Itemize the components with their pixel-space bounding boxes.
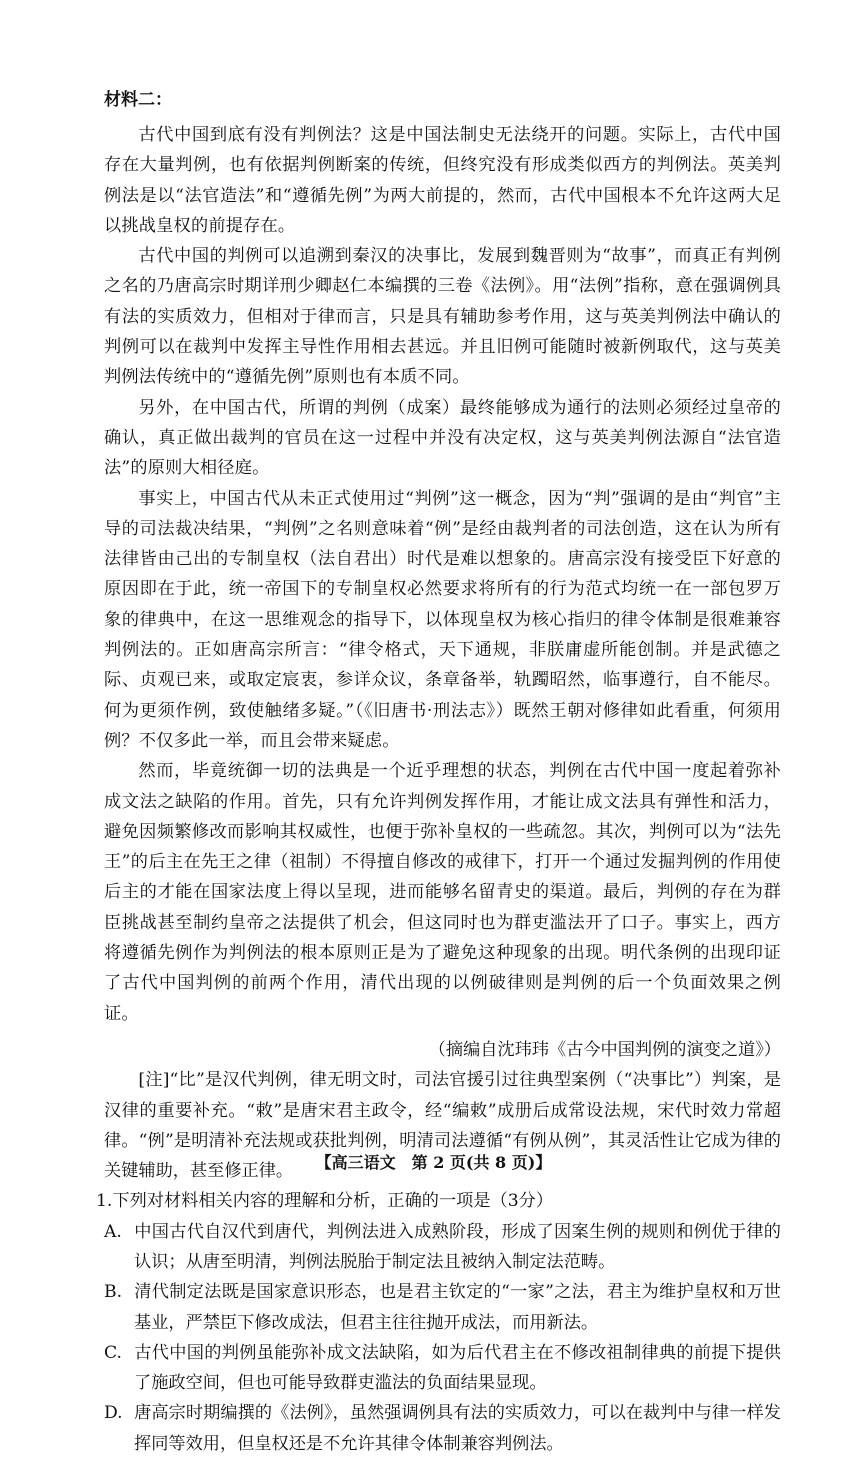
option-letter: A. (104, 1221, 122, 1242)
paragraph-4: 事实上，中国古代从未正式使用过“判例”这一概念，因为“判”强调的是由“判官”主导的司法裁决结果，“判例”之名则意味着“例”是经由裁判者的司法创造，这在认为所有法律皆由己出的专制皇权（法自君出）时代是难以想象的。唐高宗没有接受臣下好意的原因即在于此，统一帝国下的专制皇权必然要求将所有的行为范式均统一在一部包罗万象的律典中，在这一思维观念的指导下，以体现皇权为核心指归的律令体制是很难兼容判例法的。正如唐高宗所言：“律令格式，天下通规，非朕庸虚所能创制。并是武德之际、贞观已来，或取定宸衷，参详众议，条章备举，轨躅昭然，临事遵行，自不能尽。何为更须作例，致使触绪多疑。”（《旧唐书·刑法志》）既然王朝对修律如此看重，何须用例？不仅多此一举，而且会带来疑虑。 (104, 488, 781, 751)
paragraph-5: 然而，毕竟统御一切的法典是一个近乎理想的状态，判例在古代中国一度起着弥补成文法之缺陷的作用。首先，只有允许判例发挥作用，才能让成文法具有弹性和活力，避免因频繁修改而影响其权威性，也便于弥补皇权的一些疏忽。其次，判例可以为“法先王”的后主在先王之律（祖制）不得擅自修改的戒律下，打开一个通过发掘判例的作用使后主的才能在国家法度上得以呈现，进而能够名留青史的渠道。最后，判例的存在为群臣挑战甚至制约皇帝之法提供了机会，但这同时也为群吏滥法开了口子。事实上，西方将遵循先例作为判例法的根本原则正是为了避免这种现象的出现。明代条例的出现印证了古代中国判例的前两个作用，清代出现的以例破律则是判例的后一个负面效果之例证。 (104, 761, 781, 1024)
option-text: 唐高宗时期编撰的《法例》，虽然强调例具有法的实质效力，可以在裁判中与律一样发挥同等效用，但皇权还是不允许其律令体制兼容判例法。 (134, 1403, 781, 1454)
option-text: 中国古代自汉代到唐代，判例法进入成熟阶段，形成了因案生例的规则和例优于律的认识；从唐至明清，判例法脱胎于制定法且被纳入制定法范畴。 (134, 1221, 781, 1272)
source-citation: （摘编自沈玮玮《古今中国判例的演变之道》） (428, 1039, 781, 1060)
question-stem: 1.下列对材料相关内容的理解和分析，正确的一项是（3分） (96, 1191, 554, 1212)
annotation-note: [注]“比”是汉代判例，律无明文时，司法官援引过往典型案例（“决事比”）判案，是汉律的重要补充。“敕”是唐宋君主政令，经“编敕”成册后成常设法规，宋代时效力常超律。“例”是明清补充法规或获批判例，明清司法遵循“有例从例”，其灵活性让它成为律的关键辅助，甚至修正律。 (104, 1070, 781, 1182)
option-b (104, 1277, 781, 1338)
option-letter: D. (104, 1403, 123, 1424)
option-c (104, 1338, 781, 1399)
option-d (104, 1398, 781, 1459)
option-text: 清代制定法既是国家意识形态，也是君主钦定的“一家”之法，君主为维护皇权和万世基业，严禁臣下修改成法，但君主往往抛开成法，而用新法。 (134, 1282, 781, 1333)
material-heading: 材料二： (104, 90, 172, 110)
paragraph-3: 另外，在中国古代，所谓的判例（成案）最终能够成为通行的法则必须经过皇帝的确认，真正做出裁判的官员在这一过程中并没有决定权，这与英美判例法源自“法官造法”的原则大相径庭。 (104, 397, 781, 479)
option-letter: B. (104, 1282, 123, 1303)
page-footer: 【高三语文 第 2 页(共 8 页)】 (315, 1153, 552, 1172)
paragraph-2: 古代中国的判例可以追溯到秦汉的决事比，发展到魏晋则为“故事”，而真正有判例之名的乃唐高宗时期详刑少卿赵仁本编撰的三卷《法例》。用“法例”指称，意在强调例具有法的实质效力，但相对于律而言，只是具有辅助参考作用，这与英美判例法中确认的判例可以在裁判中发挥主导性作用相去甚远。并且旧例可能随时被新例取代，这与英美判例法传统中的“遵循先例”原则也有本质不同。 (104, 246, 781, 388)
option-text: 古代中国的判例虽能弥补成文法缺陷，如为后代君主在不修改祖制律典的前提下提供了施政空间，但也可能导致群吏滥法的负面结果显现。 (134, 1342, 781, 1394)
paragraph-1: 古代中国到底有没有判例法？这是中国法制史无法绕开的问题。实际上，古代中国存在大量判例，也有依据判例断案的传统，但终究没有形成类似西方的判例法。英美判例法是以“法官造法”和“遵循先例”为两大前提的，然而，古代中国根本不允许这两大足以挑战皇权的前提存在。 (104, 125, 781, 236)
option-letter: C. (104, 1342, 123, 1363)
option-a (104, 1217, 781, 1278)
